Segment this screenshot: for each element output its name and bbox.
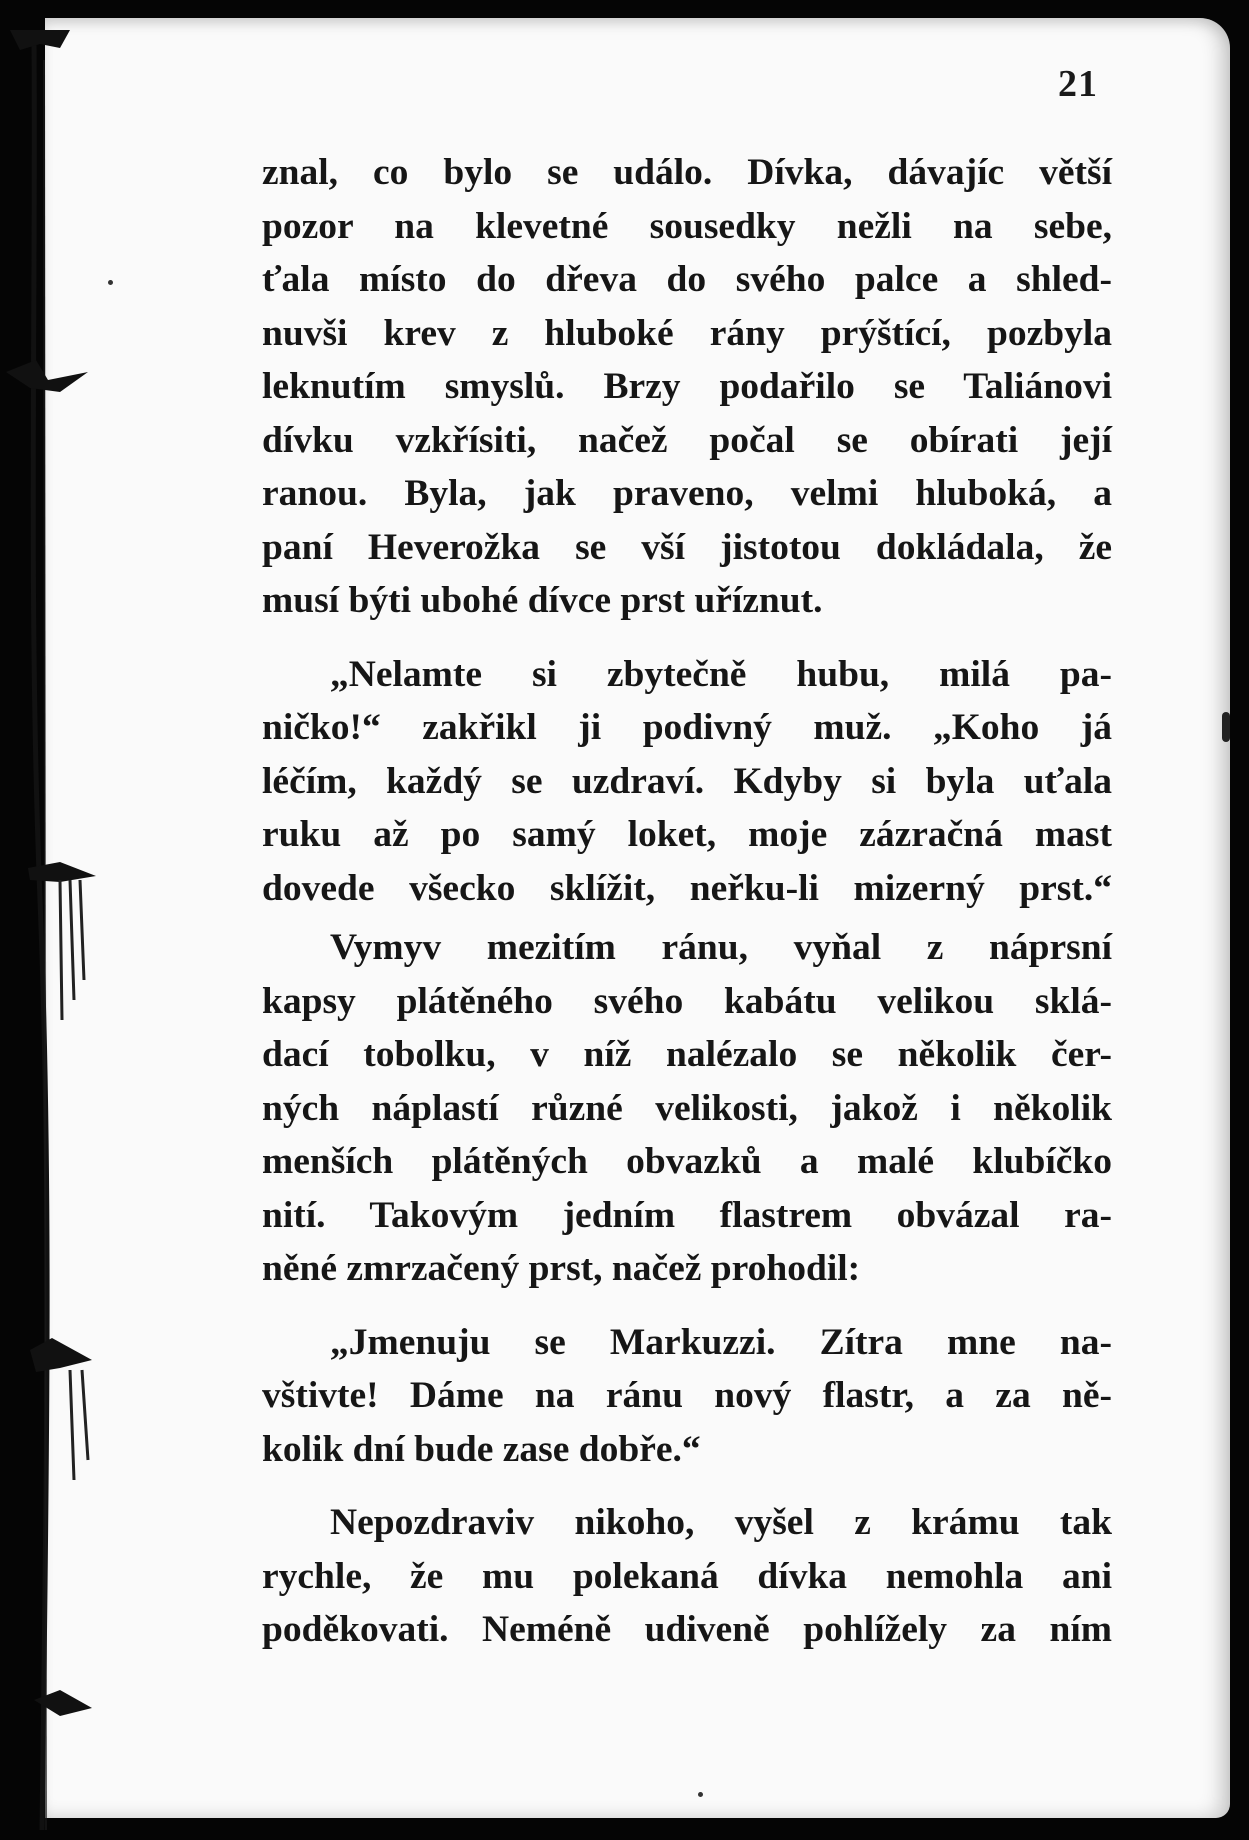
- text-line: léčím, každý se uzdraví. Kdyby si byla uťala: [262, 760, 1112, 802]
- paper-speck: [698, 1792, 703, 1797]
- paper-speck: [1222, 712, 1230, 742]
- text-line: kolik dní bude zase dobře.“: [262, 1428, 701, 1470]
- text-line: poděkovati. Neméně udiveně pohlížely za ním: [262, 1609, 1112, 1650]
- page-number: 21: [1058, 63, 1098, 105]
- text-line: dací tobolku, v níž nalézalo se několik čer-: [262, 1034, 1112, 1075]
- text-line: ruku až po samý loket, moje zázračná mast: [262, 814, 1112, 855]
- text-line: pozor na klevetné sousedky nežli na sebe,: [262, 205, 1112, 247]
- text-line: ťala místo do dřeva do svého palce a shled-: [262, 259, 1112, 300]
- body-text: [262, 146, 1112, 1657]
- paragraph: [262, 921, 1112, 1296]
- text-line: menších plátěných obvazků a malé klubíčko: [262, 1141, 1112, 1182]
- text-line: leknutím smyslů. Brzy podařilo se Taliánovi: [262, 366, 1112, 407]
- paragraph-gap: [262, 1296, 1112, 1316]
- paragraph-gap: [262, 628, 1112, 648]
- text-line: Vymyv mezitím ránu, vyňal z náprsní: [330, 927, 1112, 968]
- text-line: „Jmenuju se Markuzzi. Zítra mne na-: [330, 1321, 1112, 1363]
- text-line: něné zmrzačený prst, načež prohodil:: [262, 1248, 861, 1289]
- binding-thread-edge: [0, 0, 110, 1840]
- text-line: paní Heverožka se vší jistotou dokládala, že: [262, 526, 1112, 568]
- text-line: nití. Takovým jedním flastrem obvázal ra-: [262, 1194, 1112, 1236]
- text-line: ných náplastí různé velikosti, jakož i několik: [262, 1087, 1112, 1129]
- paragraph-gap: [262, 1476, 1112, 1496]
- paper-speck: [108, 280, 113, 285]
- text-line: znal, co bylo se událo. Dívka, dávajíc větší: [262, 152, 1112, 193]
- paragraph: [262, 1496, 1112, 1657]
- text-line: dovede všecko sklížit, neřku-li mizerný prst.“: [262, 867, 1112, 909]
- text-line: dívku vzkřísiti, načež počal se obírati její: [262, 419, 1112, 461]
- text-line: ranou. Byla, jak praveno, velmi hluboká, a: [262, 473, 1112, 514]
- text-line: Nepozdraviv nikoho, vyšel z krámu tak: [330, 1502, 1112, 1543]
- text-line: „Nelamte si zbytečně hubu, milá pa-: [330, 653, 1112, 695]
- paragraph: [262, 648, 1112, 916]
- text-line: nuvši krev z hluboké rány prýštící, pozbyla: [262, 312, 1112, 354]
- text-line: rychle, že mu polekaná dívka nemohla ani: [262, 1555, 1112, 1597]
- text-line: kapsy plátěného svého kabátu velikou sklá-: [262, 980, 1112, 1022]
- text-line: ničko!“ zakřikl ji podivný muž. „Koho já: [262, 707, 1112, 748]
- paragraph: [262, 1316, 1112, 1477]
- paragraph: [262, 146, 1112, 628]
- text-line: vštivte! Dáme na ránu nový flastr, a za ně-: [262, 1375, 1112, 1416]
- text-line: musí býti ubohé dívce prst uříznut.: [262, 580, 823, 621]
